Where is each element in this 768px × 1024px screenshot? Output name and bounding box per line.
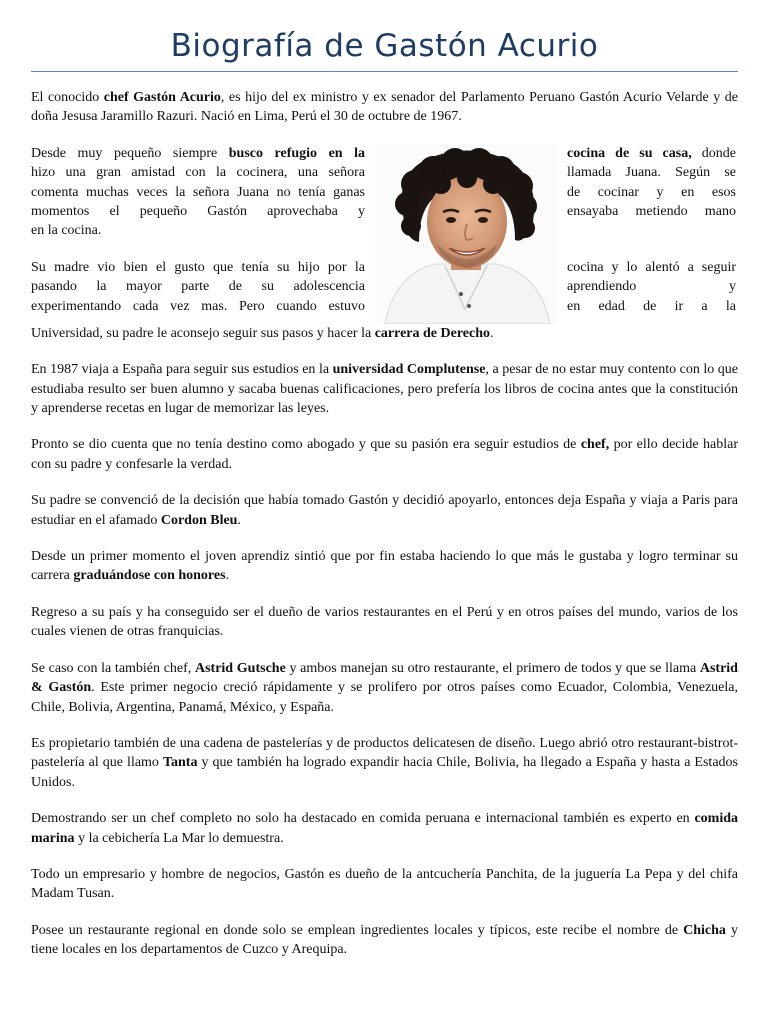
paragraph-9: Se caso con la también chef, Astrid Gutsche y ambos manejan su otro restaurante, el primero de todos y que se llama Astrid & Gastón. Este primer negocio creció rápidamente y se prolifero por otros países como Ecuador, Colombia, Venezuela, Chile, Bolivia, Argentina, Panamá, México, y España. [31,660,738,715]
right-column: cocina de su casa, donde llamada Juana. Según se de cocinar y en esos ensayaba metiendo mano cocina y lo alentó a seguir aprendiendo y en edad de ir a la [567,145,737,314]
paragraph-8: Regreso a su país y ha conseguido ser el dueño de varios restaurantes en el Perú y en otros países del mundo, varios de los cuales vienen de otras franquicias. [31,604,738,640]
paragraph-7: Desde un primer momento el joven aprendiz sintió que por fin estaba haciendo lo que más le gustaba y logro terminar su carrera graduándose con honores. [31,549,738,584]
page-title: Biografía de Gastón Acurio [170,28,599,64]
paragraph-12: Todo un empresario y hombre de negocios, Gastón es dueño de la antcuchería Panchita, de la juguería La Pepa y del chifa Madam Tusan. [31,866,738,902]
paragraph-10: Es propietario también de una cadena de pastelerías y de productos delicatesen de diseño. Luego abrió otro restaurant-bistrot-pastelería al que llamo Tanta y que también ha logrado expandir hacia Chile, Bolivia, ha llegado a España y hasta a Estados Unidos. [31,735,738,790]
left-column: Desde muy pequeño siempre busco refugio en la hizo una gran amistad con la cocinera, una señora comenta muchas veces la señora Juana no tenía ganas momentos el pequeño Gastón aprovechaba y en la cocina. Su madre vio bien el gusto que tenía su hijo por la pasando la mayor parte de su adolescencia experimentando cada vez mas. Pero cuando estuvo [31,145,366,314]
paragraph-4: En 1987 viaja a España para seguir sus estudios en la universidad Complutense, a pesar de no estar muy contento con lo que estudiaba resulto ser buen alumno y sacaba buenas calificaciones, pero prefería los libros de cocina antes que la constitución y aprenderse recetas en lugar de memorizar las leyes. [31,362,739,417]
paragraph-1: El conocido chef Gastón Acurio, es hijo del ex ministro y ex senador del Parlamento Peruano Gastón Acurio Velarde y de doña Jesusa Jaramillo Razuri. Nació en Lima, Perú el 30 de octubre de 1967. [31,90,738,125]
chef-portrait-photo [375,144,557,324]
paragraph-13: Posee un restaurante regional en donde solo se emplean ingredientes locales y típicos, este recibe el nombre de Chicha y tiene locales en los departamentos de Cuzco y Arequipa. [31,922,739,958]
paragraph-11: Demostrando ser un chef completo no solo ha destacado en comida peruana e internacional también es experto en comida marina y la cebichería La Mar lo demuestra. [31,811,738,846]
paragraph-3-tail: Universidad, su padre le aconsejo seguir sus pasos y hacer la carrera de Derecho. [31,325,494,341]
paragraph-6: Su padre se convenció de la decisión que había tomado Gastón y decidió apoyarlo, entonces deja España y viaja a Paris para estudiar en el afamado Cordon Bleu. [31,493,738,528]
photo-wrap-section [31,144,738,324]
title-underline [31,71,738,72]
document-body [31,88,738,977]
paragraph-5: Pronto se dio cuenta que no tenía destino como abogado y que su pasión era seguir estudios de chef, por ello decide hablar con su padre y confesarle la verdad. [31,437,739,472]
